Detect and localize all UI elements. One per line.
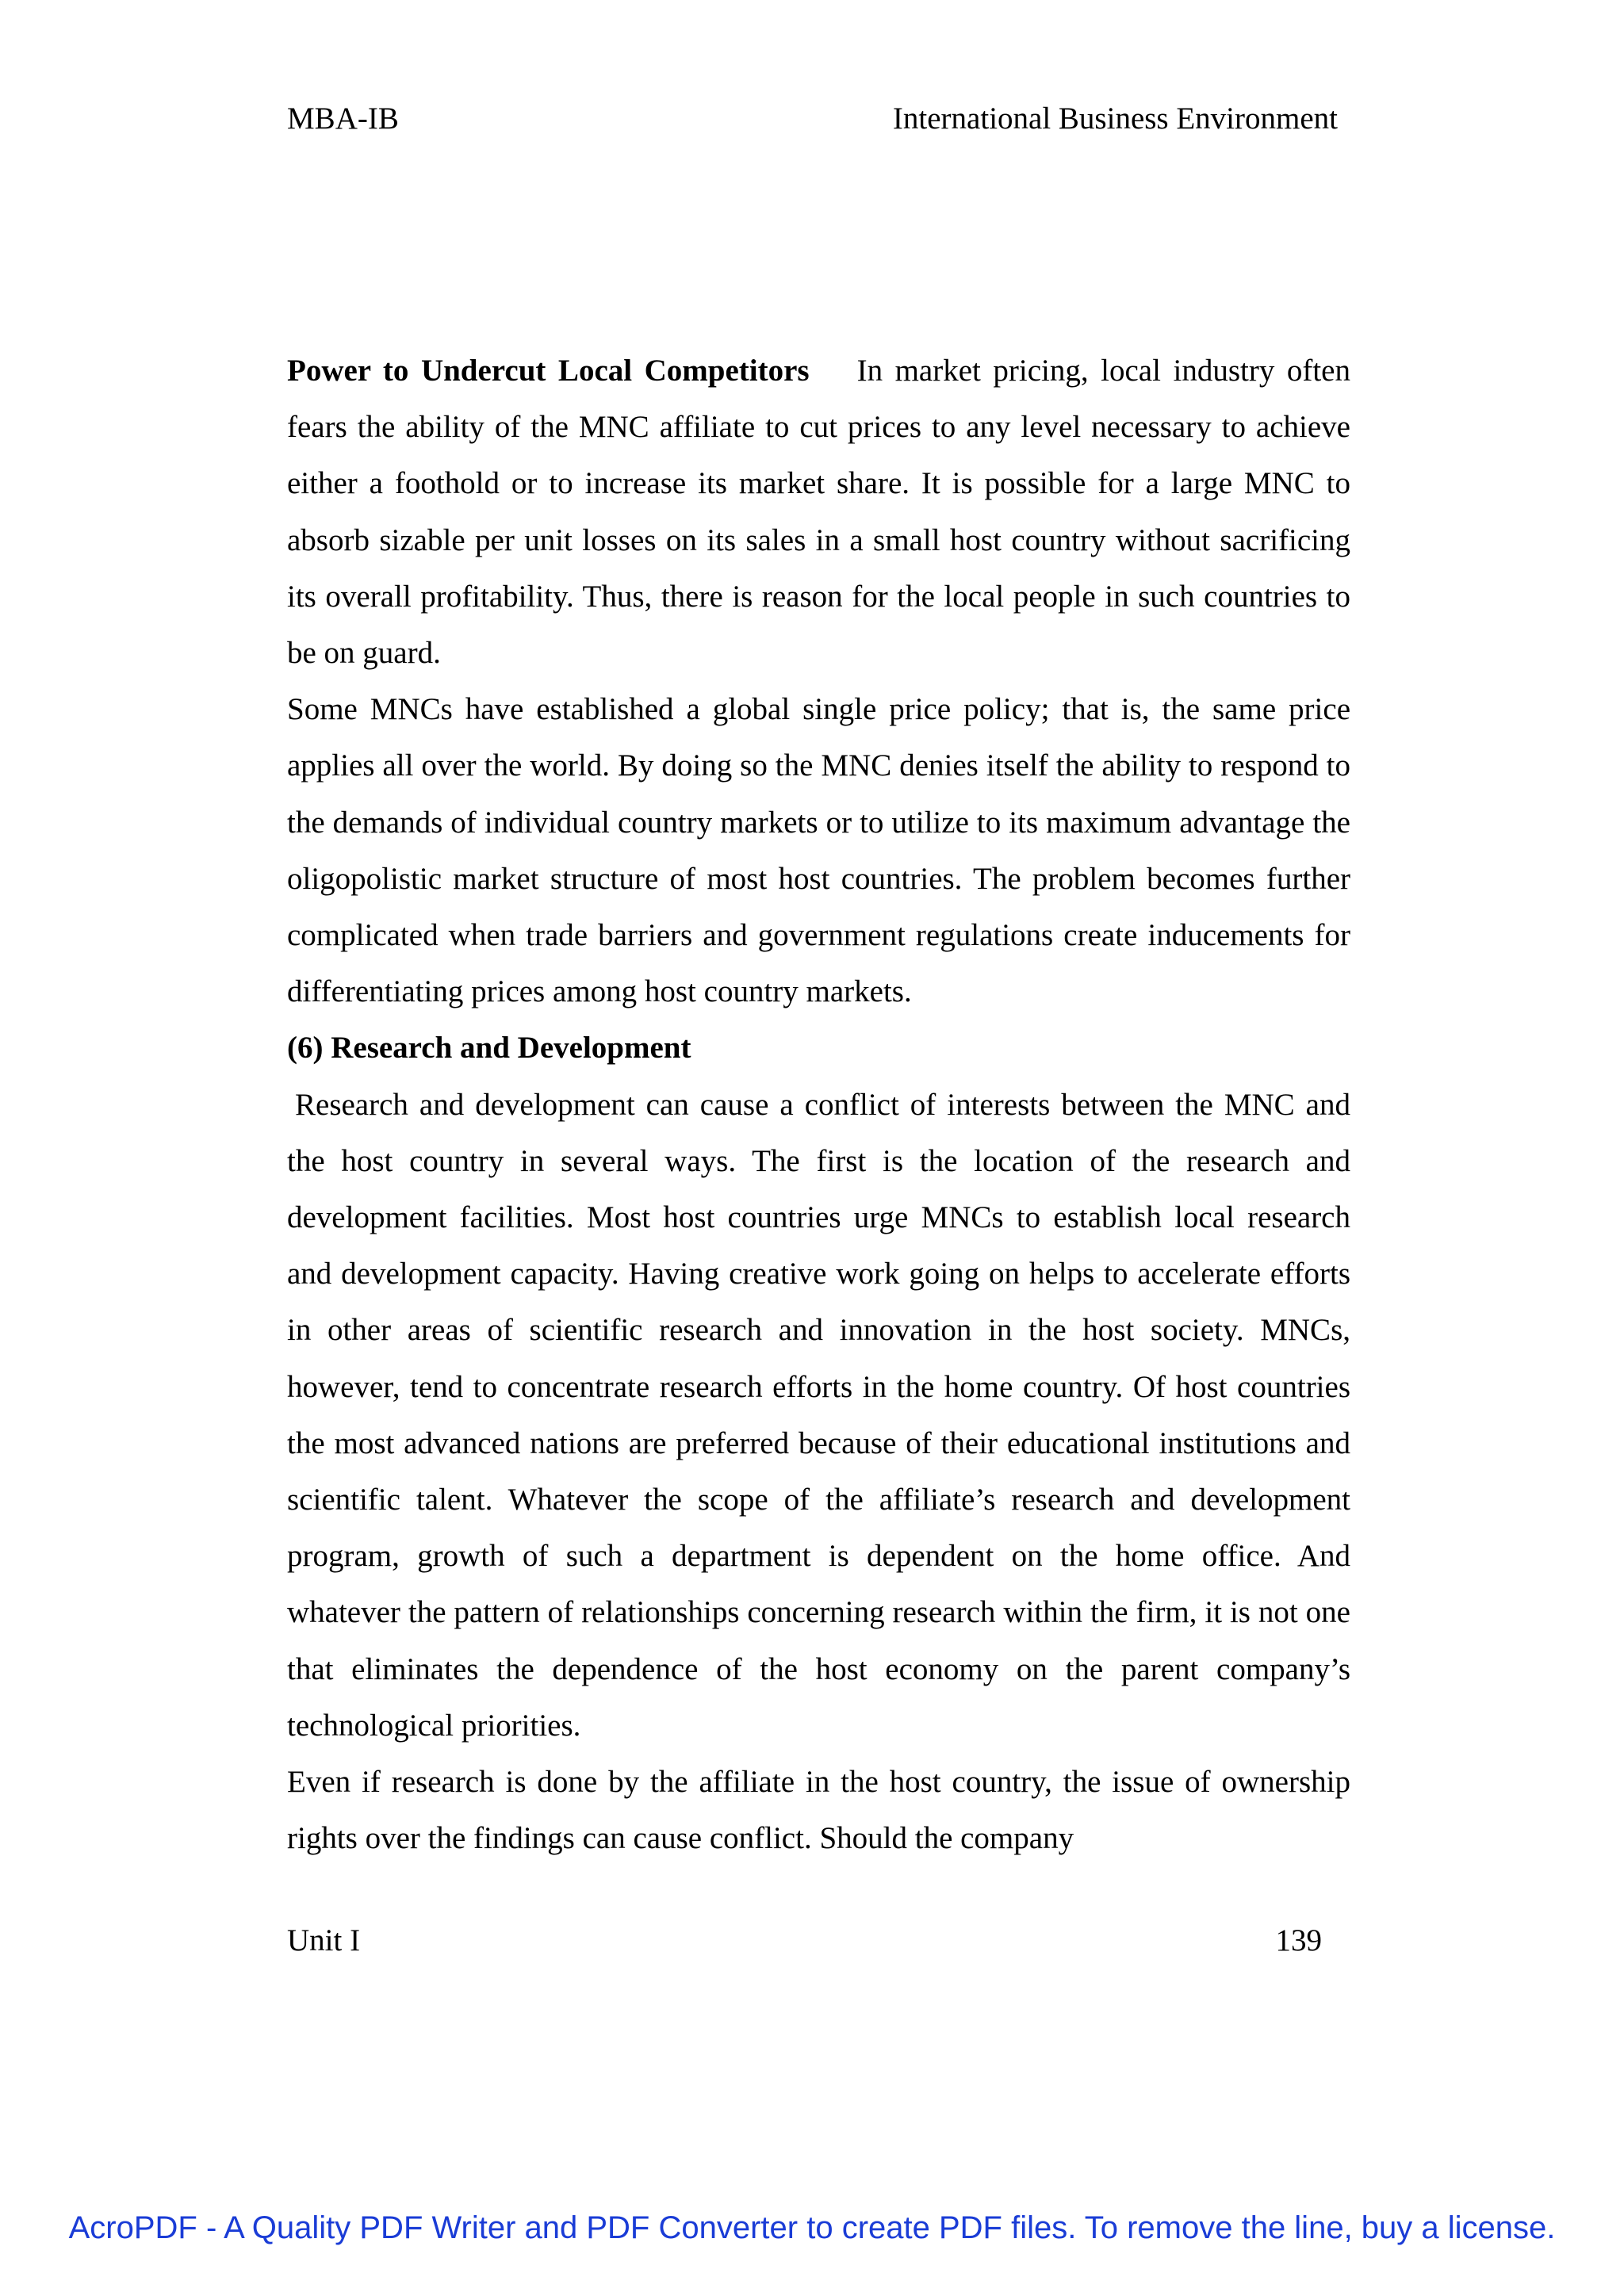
page-header <box>287 95 1338 143</box>
footer-unit-label: Unit I <box>287 1923 361 1957</box>
page-footer <box>287 1917 1322 1965</box>
section-heading-research-development: (6) Research and Development <box>287 1031 691 1066</box>
paragraph-single-price-policy: Some MNCs have established a global single price policy; that is, the same price applies all over the world. By doing so the MNC denies itself the ability to respond to the demands of individual country markets or to utilize to its maximum advantage the oligopolistic market structure of most host countries. The problem becomes further complicated when trade barriers and government regulations create inducements for differentiating prices among host country markets. <box>287 692 1350 1009</box>
acropdf-watermark: AcroPDF - A Quality PDF Writer and PDF Converter to create PDF files. To remove the line, buy a license. <box>68 2210 1556 2245</box>
section-heading-power-undercut: Power to Undercut Local Competitors <box>287 354 810 388</box>
page-number: 139 <box>1275 1923 1322 1957</box>
paragraph-text: Research and development can cause a conflict of interests between the MNC and the host country in several ways. The first is the location of the research and development facilities. Most host countries urge MNCs to establish local research and development capacity. Having creative work going on helps to accelerate efforts in other areas of scientific research and innovation in the host society. MNCs, however, tend to concentrate research efforts in the home country. Of host countries the most advanced nations are preferred because of their educational institutions and scientific talent. Whatever the scope of the affiliate’s research and development program, growth of such a department is dependent on the home office. And whatever the pattern of relationships concerning research within the firm, it is not one that eliminates the dependence of the host economy on the parent company’s technological priorities. <box>287 1087 1350 1743</box>
paragraph-rd-conflict <box>287 1077 1350 1754</box>
paragraph-power-undercut <box>287 342 1350 681</box>
header-course-label: MBA-IB <box>287 101 399 136</box>
paragraph-ownership-rights: Even if research is done by the affiliate in the host country, the issue of ownership rights over the findings can cause conflict. Should the company <box>287 1765 1350 1856</box>
header-book-title: International Business Environment <box>892 101 1338 136</box>
page-body <box>287 342 1350 1866</box>
paragraph-text: In market pricing, local industry often fears the ability of the MNC affiliate to cut prices to any level necessary to achieve either a foothold or to increase its market share. It is possible for a large MNC to absorb sizable per unit losses on its sales in a small host country without sacrificing its overall profitability. Thus, there is reason for the local people in such countries to be on guard. <box>287 354 1350 671</box>
